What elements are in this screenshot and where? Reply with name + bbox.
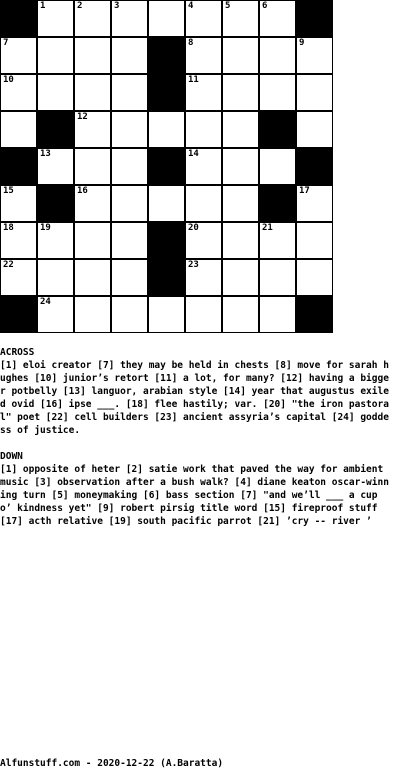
grid-cell[interactable] — [37, 0, 74, 37]
grid-cell[interactable] — [74, 259, 111, 296]
grid-cell[interactable] — [111, 222, 148, 259]
clue-number: 11 — [188, 75, 199, 85]
grid-cell[interactable] — [37, 259, 74, 296]
black-square — [37, 185, 74, 222]
clue-number: 19 — [40, 223, 51, 233]
clue-number: 24 — [40, 297, 51, 307]
grid-cell[interactable] — [0, 74, 37, 111]
grid-cell[interactable] — [111, 111, 148, 148]
black-square — [148, 259, 185, 296]
grid-cell[interactable] — [37, 222, 74, 259]
grid-cell[interactable] — [259, 148, 296, 185]
grid-cell[interactable] — [222, 222, 259, 259]
grid-cell[interactable] — [222, 296, 259, 333]
grid-cell[interactable] — [185, 74, 222, 111]
clue-number: 13 — [40, 149, 51, 159]
grid-cell[interactable] — [111, 296, 148, 333]
grid-cell[interactable] — [148, 185, 185, 222]
grid-cell[interactable] — [259, 296, 296, 333]
clue-number: 10 — [3, 75, 14, 85]
grid-cell[interactable] — [148, 111, 185, 148]
clue-number: 15 — [3, 186, 14, 196]
across-clue-text: [1] eloi creator [7] they may be held in chests [8] move for sarah hughes [10] junior’s retort [11] a lot, for many? [12] having a bigger potbelly [13] languor, arabian style [14] year that augustus exiled ovid [16] ipse ___. [18] flee hastily; var. [20] "the iron pastoral" poet [22] cell builders [23] ancient assyria’s capital [24] goddess of justice. — [0, 360, 389, 436]
black-square — [148, 74, 185, 111]
grid-cell[interactable] — [222, 259, 259, 296]
clue-number: 14 — [188, 149, 199, 159]
clue-number: 3 — [114, 1, 120, 11]
grid-cell[interactable] — [296, 37, 333, 74]
clue-number: 22 — [3, 260, 14, 270]
grid-cell[interactable] — [259, 259, 296, 296]
clue-number: 23 — [188, 260, 199, 270]
grid-cell[interactable] — [111, 0, 148, 37]
grid-cell[interactable] — [296, 74, 333, 111]
grid-cell[interactable] — [74, 0, 111, 37]
clue-number: 12 — [77, 112, 88, 122]
across-clues — [0, 346, 392, 437]
grid-cell[interactable] — [185, 296, 222, 333]
grid-cell[interactable] — [0, 185, 37, 222]
black-square — [296, 148, 333, 185]
grid-cell[interactable] — [185, 111, 222, 148]
grid-cell[interactable] — [222, 74, 259, 111]
grid-cell[interactable] — [222, 0, 259, 37]
grid-cell[interactable] — [74, 185, 111, 222]
black-square — [259, 185, 296, 222]
grid-cell[interactable] — [74, 74, 111, 111]
grid-cell[interactable] — [185, 222, 222, 259]
grid-cell[interactable] — [111, 37, 148, 74]
grid-cell[interactable] — [111, 74, 148, 111]
down-clue-text: [1] opposite of heter [2] satie work that paved the way for ambient music [3] observation after a bush walk? [4] diane keaton oscar-winning turn [5] moneymaking [6] bass section [7] "and we’ll ___ a cup o’ kindness yet" [9] robert pirsig title word [15] fireproof stuff [17] acth relative [19] south pacific parrot [21] ’cry -- river ’ — [0, 464, 389, 527]
clue-number: 16 — [77, 186, 88, 196]
grid-cell[interactable] — [148, 0, 185, 37]
clue-number: 18 — [3, 223, 14, 233]
black-square — [0, 0, 37, 37]
clue-number: 1 — [40, 1, 46, 11]
grid-cell[interactable] — [74, 148, 111, 185]
grid-cell[interactable] — [259, 222, 296, 259]
crossword-grid — [0, 0, 334, 334]
grid-cell[interactable] — [37, 148, 74, 185]
black-square — [259, 111, 296, 148]
grid-cell[interactable] — [37, 296, 74, 333]
clue-number: 4 — [188, 1, 194, 11]
grid-cell[interactable] — [148, 296, 185, 333]
black-square — [148, 37, 185, 74]
grid-cell[interactable] — [0, 111, 37, 148]
clue-number: 7 — [3, 38, 9, 48]
grid-cell[interactable] — [185, 148, 222, 185]
grid-cell[interactable] — [111, 259, 148, 296]
grid-cell[interactable] — [185, 259, 222, 296]
black-square — [148, 148, 185, 185]
grid-cell[interactable] — [259, 0, 296, 37]
grid-cell[interactable] — [296, 185, 333, 222]
grid-cell[interactable] — [296, 222, 333, 259]
grid-cell[interactable] — [222, 148, 259, 185]
grid-cell[interactable] — [222, 185, 259, 222]
clue-number: 2 — [77, 1, 83, 11]
grid-cell[interactable] — [296, 259, 333, 296]
grid-cell[interactable] — [0, 37, 37, 74]
grid-cell[interactable] — [222, 111, 259, 148]
across-heading: ACROSS — [0, 347, 35, 358]
black-square — [37, 111, 74, 148]
black-square — [296, 0, 333, 37]
grid-cell[interactable] — [259, 37, 296, 74]
down-heading: DOWN — [0, 451, 23, 462]
grid-cell[interactable] — [185, 185, 222, 222]
down-clues — [0, 450, 392, 528]
clue-number: 21 — [262, 223, 273, 233]
footer-credit: Alfunstuff.com - 2020-12-22 (A.Baratta) — [0, 758, 224, 769]
clue-number: 9 — [299, 38, 305, 48]
black-square — [148, 222, 185, 259]
clue-number: 6 — [262, 1, 268, 11]
black-square — [0, 148, 37, 185]
grid-cell[interactable] — [296, 111, 333, 148]
grid-cell[interactable] — [37, 37, 74, 74]
grid-cell[interactable] — [0, 222, 37, 259]
black-square — [296, 296, 333, 333]
grid-cell[interactable] — [111, 185, 148, 222]
grid-cell[interactable] — [74, 111, 111, 148]
grid-cell[interactable] — [74, 296, 111, 333]
clue-number: 5 — [225, 1, 231, 11]
grid-cell[interactable] — [185, 37, 222, 74]
grid-cell[interactable] — [185, 0, 222, 37]
clue-number: 17 — [299, 186, 310, 196]
black-square — [0, 296, 37, 333]
grid-cell[interactable] — [37, 74, 74, 111]
grid-cell[interactable] — [0, 259, 37, 296]
grid-cell[interactable] — [74, 222, 111, 259]
grid-cell[interactable] — [222, 37, 259, 74]
grid-cell[interactable] — [111, 148, 148, 185]
grid-cell[interactable] — [74, 37, 111, 74]
grid-cell[interactable] — [259, 74, 296, 111]
clue-number: 20 — [188, 223, 199, 233]
clue-number: 8 — [188, 38, 194, 48]
